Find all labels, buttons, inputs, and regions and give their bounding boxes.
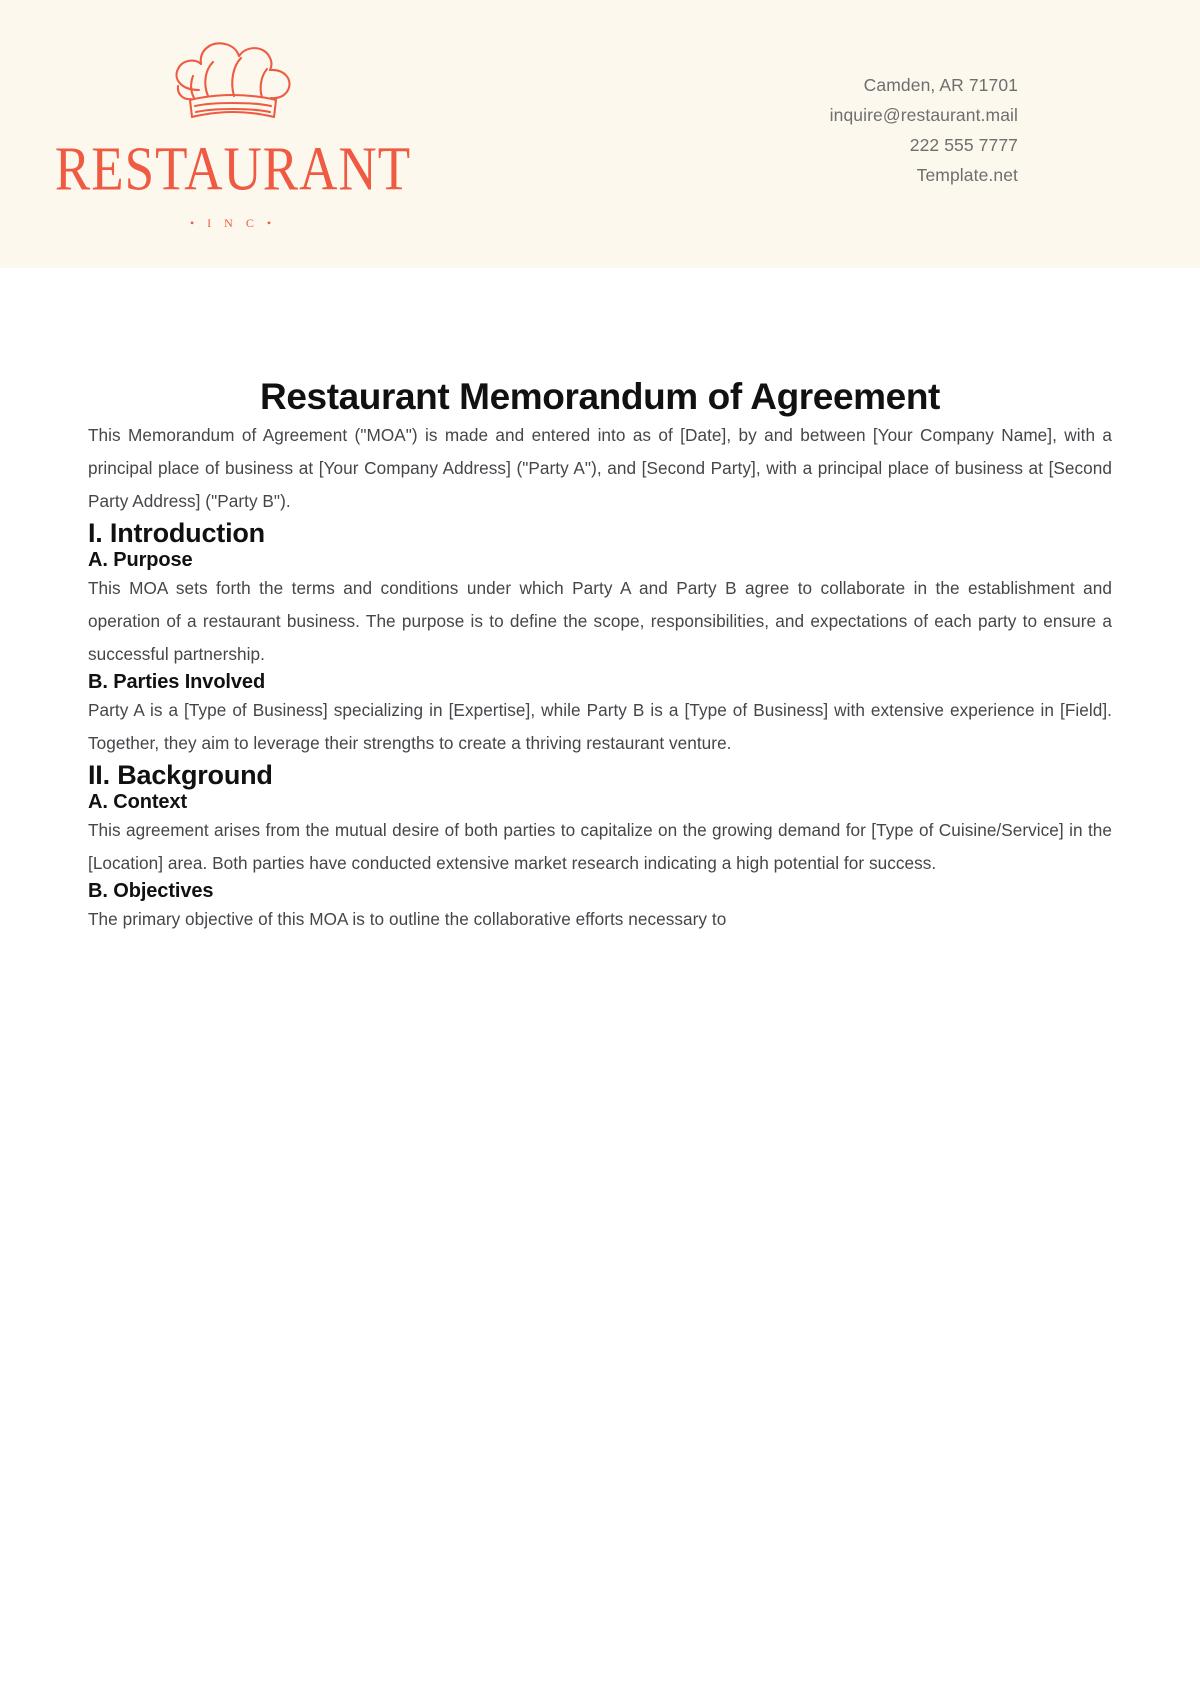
subsection-heading-parties-involved: B. Parties Involved: [88, 671, 266, 694]
logo-inc-text: I N C: [207, 216, 259, 230]
subsection-body-context: This agreement arises from the mutual desire of both parties to capitalize on the growing demand for [Type of Cuisine/Service] in the [Location] area. Both parties have conducted extensive market research indicating a high potential for success.: [88, 820, 1112, 874]
company-logo: [54, 38, 412, 231]
contact-phone[interactable]: 222 555 7777: [909, 135, 1018, 155]
subsection-heading-purpose: A. Purpose: [88, 549, 193, 572]
contact-website[interactable]: Template.net: [916, 165, 1018, 185]
intro-paragraph: This Memorandum of Agreement ("MOA") is made and entered into as of [Date], by and between [Your Company Name], with a principal place of business at [Your Company Address] ("Party A"), and [Second Party], with a principal place of business at [Second Party Address] ("Party B").: [88, 425, 1112, 512]
subsection-heading-context: A. Context: [88, 791, 188, 814]
page-title: Restaurant Memorandum of Agreement: [260, 376, 940, 417]
logo-dot-right: •: [266, 216, 277, 230]
page-header: [0, 0, 1200, 268]
contact-email[interactable]: inquire@restaurant.mail: [829, 105, 1018, 125]
document-body: [0, 375, 1200, 936]
section-heading-introduction: I. Introduction: [88, 518, 265, 549]
section-heading-background: II. Background: [88, 760, 273, 791]
logo-subtext: [190, 216, 276, 231]
chef-hat-icon: [133, 38, 333, 143]
subsection-heading-objectives: B. Objectives: [88, 880, 214, 903]
header-contact-info: [830, 70, 1018, 190]
subsection-body-objectives: The primary objective of this MOA is to outline the collaborative efforts necessary to: [88, 909, 727, 930]
logo-wordmark: RESTAURANT: [54, 135, 412, 204]
logo-dot-left: •: [189, 216, 200, 230]
contact-address: Camden, AR 71701: [863, 75, 1018, 95]
subsection-body-purpose: This MOA sets forth the terms and conditions under which Party A and Party B agree to collaborate in the establishment and operation of a restaurant business. The purpose is to define the scope, responsibilities, and expectations of each party to ensure a successful partnership.: [88, 578, 1112, 665]
subsection-body-parties-involved: Party A is a [Type of Business] specializing in [Expertise], while Party B is a [Type of Business] with extensive experience in [Field]. Together, they aim to leverage their strengths to create a thriving restaurant venture.: [88, 700, 1112, 754]
